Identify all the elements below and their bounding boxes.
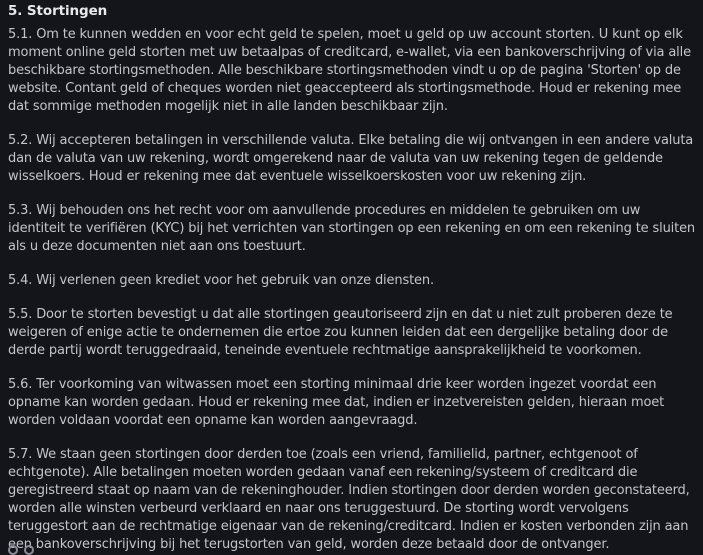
partial-icons-row bbox=[8, 545, 34, 555]
paragraph-5-5: 5.5. Door te storten bevestigt u dat alle stortingen geautoriseerd zijn en dat u niet zult proberen deze te weigeren of enige actie te ondernemen die ertoe zou kunnen leiden dat een dergelijke betaling door de derde partij wordt teruggedraaid, teneinde eventuele rechtmatige aansprakelijkheid te voorkomen. bbox=[8, 307, 673, 358]
paragraph-5-6: 5.6. Ter voorkoming van witwassen moet een storting minimaal drie keer worden ingezet voordat een opname kan worden gedaan. Houd er rekening mee dat, indien er inzetvereisten gelden, hieraan moet worden voldaan voordat een opname kan worden aangevraagd. bbox=[8, 377, 665, 428]
paragraph-5-3: 5.3. Wij behouden ons het recht voor om aanvullende procedures en middelen te gebruiken om uw identiteit te verifiëren (KYC) bij het verrichten van stortingen op een rekening en om een rekening te sluiten als u deze documenten niet aan ons toestuurt. bbox=[8, 203, 696, 254]
paragraph-5-4: 5.4. Wij verlenen geen krediet voor het gebruik van onze diensten. bbox=[8, 273, 434, 288]
circle-icon bbox=[8, 545, 18, 555]
paragraph-5-2: 5.2. Wij accepteren betalingen in verschillende valuta. Elke betaling die wij ontvangen in een andere valuta dan de valuta van uw rekening, wordt omgerekend naar de valuta van uw rekening tegen de geldende wisselkoers. Houd er rekening mee dat eventuele wisselkoerskosten voor uw rekening zijn. bbox=[8, 133, 694, 184]
section-title: 5. Stortingen bbox=[8, 3, 108, 19]
terms-section bbox=[8, 0, 698, 554]
circle-icon bbox=[24, 545, 34, 555]
paragraph-5-7: 5.7. We staan geen stortingen door derden toe (zoals een vriend, familielid, partner, echtgenoot of echtgenote). Alle betalingen moeten worden gedaan vanaf een rekening/systeem of creditcard die geregistreerd staat op naam van de rekeninghouder. Indien stortingen door derden worden geconstateerd, worden alle winsten verbeurd verklaard en naar ons teruggestuurd. De storting wordt vervolgens teruggestort aan de rechtmatige eigenaar van de rekening/creditcard. Indien er kosten verbonden zijn aan een bankoverschrijving bij het terugstorten van geld, worden deze betaald door de ontvanger. bbox=[8, 447, 690, 552]
paragraph-5-1: 5.1. Om te kunnen wedden en voor echt geld te spelen, moet u geld op uw account storten. U kunt op elk moment online geld storten met uw betaalpas of creditcard, e-wallet, via een bankoverschrijving of via alle beschikbare stortingsmethoden. Alle beschikbare stortingsmethoden vindt u op de pagina 'Storten' op de website. Contant geld of cheques worden niet geaccepteerd als stortingsmethode. Houd er rekening mee dat sommige methoden mogelijk niet in alle landen beschikbaar zijn. bbox=[8, 27, 691, 114]
